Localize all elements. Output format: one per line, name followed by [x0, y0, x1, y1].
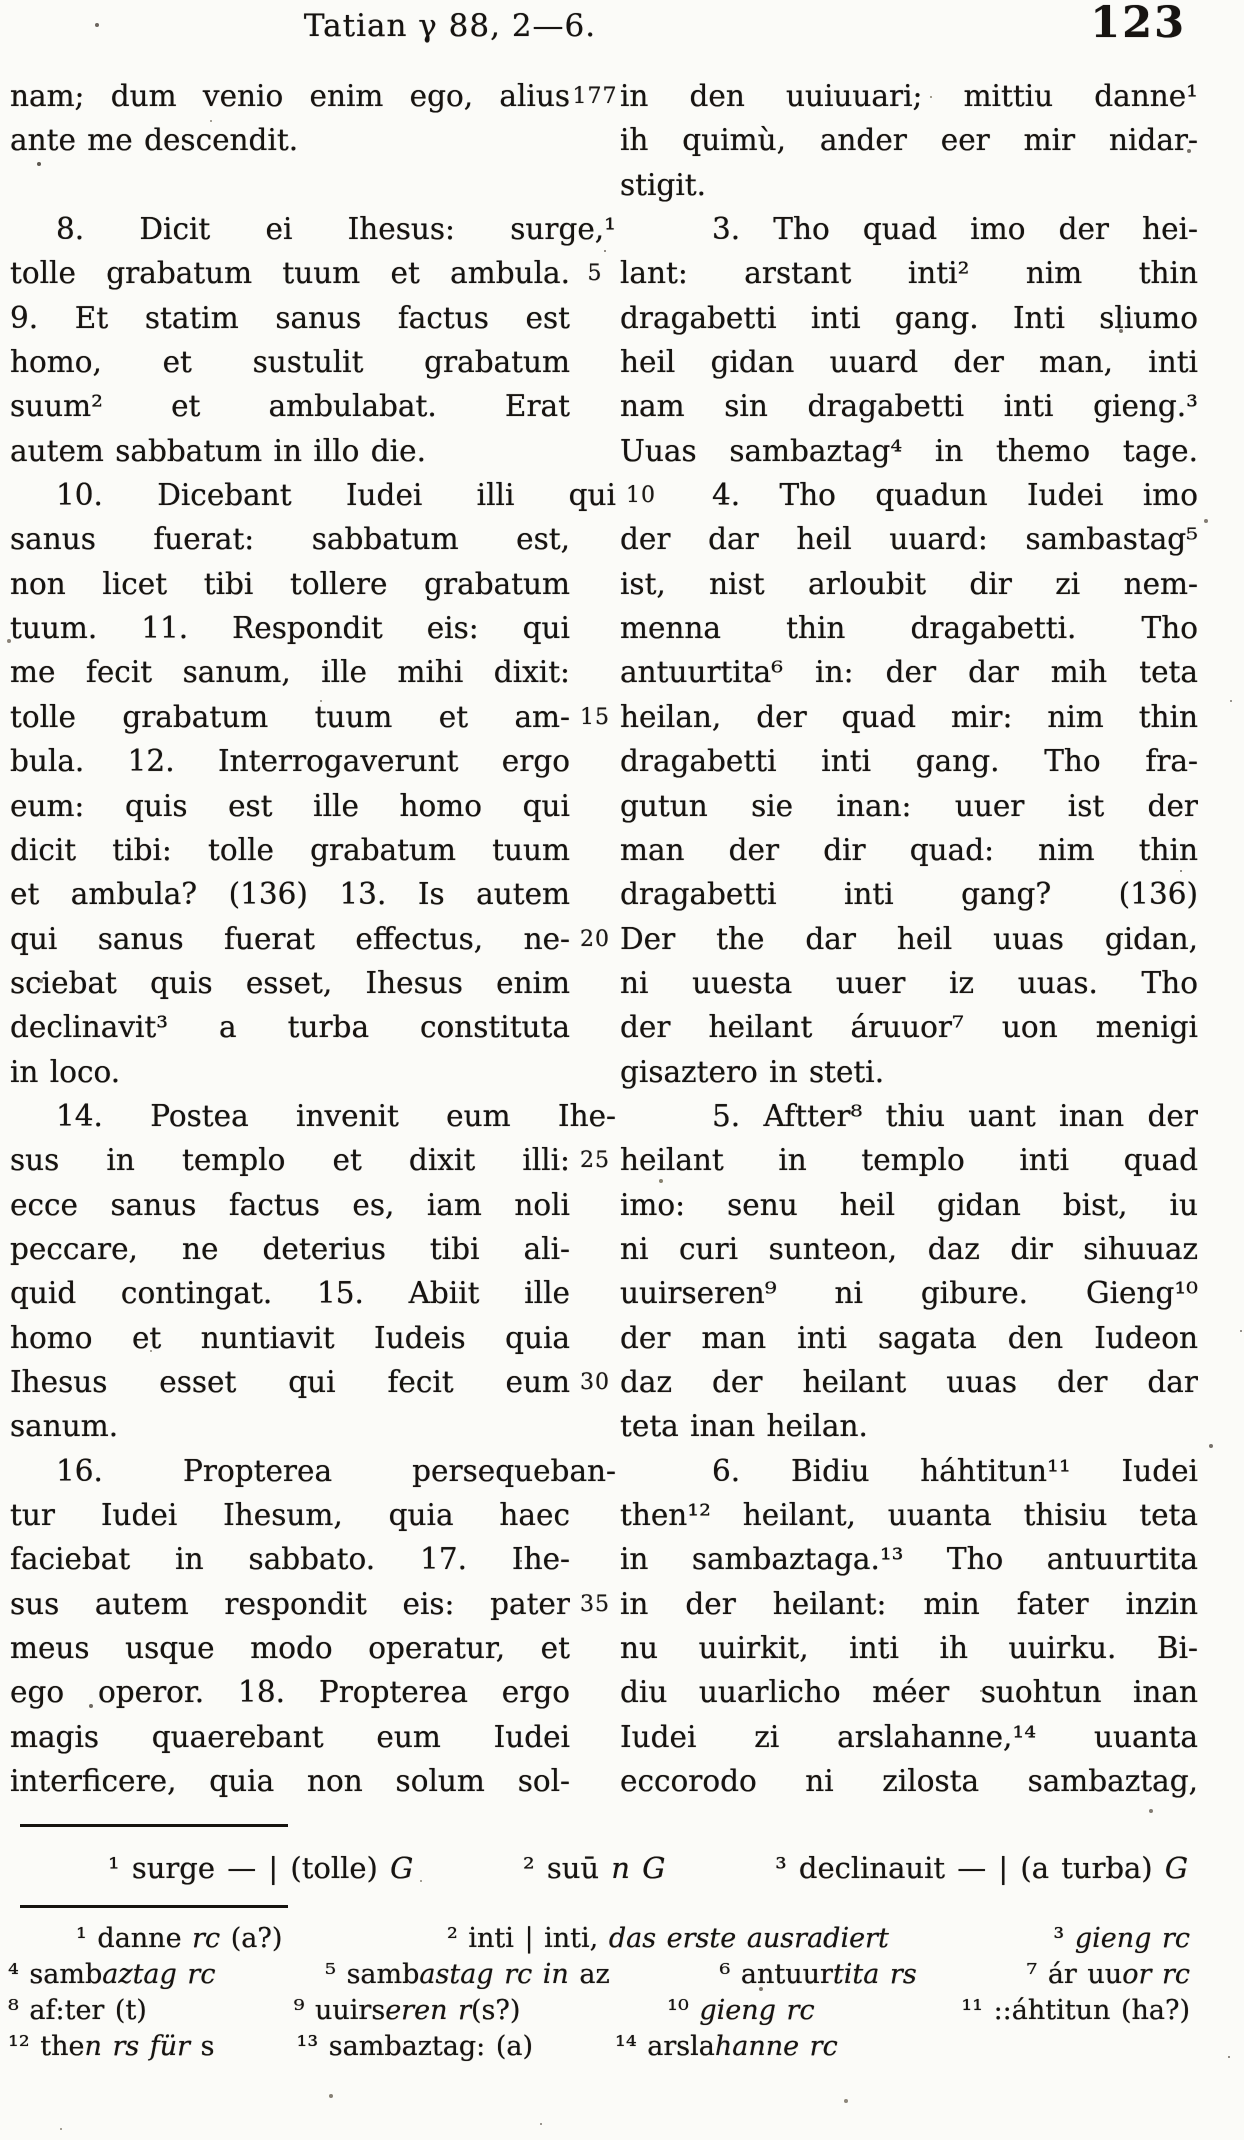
text-line — [10, 429, 1198, 473]
old-high-german-column-line: nam sin dragabetti inti gieng.³ — [620, 389, 1198, 424]
footnote-italic-text: rc — [809, 2031, 838, 2062]
line-number-marker — [570, 1404, 620, 1448]
old-high-german-column-line: gutun sie inan: uuer ist der — [620, 788, 1198, 823]
text-line — [10, 1050, 1198, 1094]
line-number-marker — [570, 606, 620, 650]
text-line — [10, 1759, 1198, 1803]
line-number-marker — [570, 1005, 620, 1049]
old-high-german-column-line: eccorodo ni zilosta sambaztag, — [620, 1764, 1198, 1799]
old-high-german-column-line: teta inan heilan. — [620, 1409, 868, 1444]
old-high-german-column-line: der dar heil uuard: sambastag⁵ — [620, 522, 1198, 557]
old-high-german-column-line: Uuas sambaztag⁴ in themo tage. — [620, 433, 1198, 468]
line-number-marker — [616, 207, 666, 251]
footnote-text: (s?) — [470, 1995, 521, 2026]
line-number-marker: 20 — [580, 926, 610, 952]
text-line — [10, 828, 1198, 872]
text-line — [10, 251, 1198, 295]
latin-column-line: dicit tibi: tolle grabatum tuum — [10, 832, 570, 867]
footnote-italic-text: tita — [832, 1959, 880, 1990]
footnote-italic-text: G — [390, 1851, 414, 1885]
footnote-text — [799, 2031, 810, 2062]
footnote-entry — [961, 1993, 1190, 2029]
text-line — [10, 1449, 1198, 1493]
old-high-german-column-line: dragabetti inti gang. Inti sliumo — [620, 300, 1198, 335]
latin-column-line: 16. Propterea persequeban- — [56, 1453, 616, 1488]
text-line — [10, 340, 1198, 384]
footnote-text: ¹⁰ — [667, 1995, 700, 2026]
text-line — [10, 473, 1198, 517]
text-line — [10, 1582, 1198, 1626]
text-line — [10, 296, 1198, 340]
latin-column-line: 14. Postea invenit eum Ihe- — [56, 1098, 616, 1133]
line-number-marker — [616, 1449, 666, 1493]
old-high-german-column-line: lant: arstant inti² nim thin — [620, 256, 1198, 291]
old-high-german-column-line: ih quimù, ander eer mir nidar- — [620, 123, 1198, 158]
footnote-entry — [76, 1921, 282, 1957]
text-line — [10, 695, 1198, 739]
footnote-text: ¹ danne — [76, 1923, 193, 1954]
latin-column-line: sanus fuerat: sabbatum est, — [10, 522, 570, 557]
footnote-italic-text: rs für — [112, 2031, 191, 2062]
line-number-marker — [570, 1626, 620, 1670]
old-high-german-column-line: der heilant áruuor⁷ uon menigi — [620, 1010, 1198, 1045]
old-high-german-column-line: 3. Tho quad imo der hei- — [712, 212, 1198, 247]
text-line — [10, 650, 1198, 694]
footnote-italic-text: aztag — [102, 1959, 177, 1990]
text-line — [10, 163, 1198, 207]
line-number-marker — [570, 784, 620, 828]
latin-column-line: nam; dum venio enim ego, alius — [10, 79, 570, 113]
latin-column-line: ego operor. 18. Propterea ergo — [10, 1675, 570, 1710]
footnote-italic-text: n — [611, 1851, 630, 1885]
text-line — [10, 1404, 1198, 1448]
footnote-text — [879, 1959, 890, 1990]
footnote-italic-text: rs — [889, 1959, 917, 1990]
old-high-german-column-line: ist, nist arloubit dir zi nem- — [620, 566, 1198, 601]
line-number-marker — [570, 1759, 620, 1803]
footnote-italic-text: gieng rc — [1074, 1923, 1190, 1954]
footnote-line — [8, 1957, 1190, 1993]
text-line — [10, 917, 1198, 961]
text-line — [10, 1715, 1198, 1759]
footnote-text: ⁵ samb — [325, 1959, 420, 1990]
footnote-entry — [667, 1993, 814, 2029]
footnote-entry — [8, 1957, 215, 1993]
footnote-text: ⁴ samb — [8, 1959, 103, 1990]
latin-column-line: tur Iudei Ihesum, quia haec — [10, 1498, 570, 1532]
old-high-german-column-line: gisaztero in steti. — [620, 1054, 885, 1089]
text-line — [10, 1537, 1198, 1581]
latin-column-line: qui sanus fuerat effectus, ne- — [10, 921, 570, 956]
old-high-german-column-line: heilant in templo inti quad — [620, 1143, 1198, 1178]
footnote-text — [102, 2031, 113, 2062]
old-high-german-column-line: uuirseren⁹ ni gibure. Gieng¹⁰ — [620, 1276, 1198, 1311]
footnote-text: ² suū — [522, 1851, 612, 1885]
old-high-german-column-line: ni curi sunteon, daz dir sihuuaz — [620, 1231, 1198, 1266]
old-high-german-column-line: nu uuirkit, inti ih uuirku. Bi- — [620, 1631, 1198, 1666]
latin-column-line: suum² et ambulabat. Erat — [10, 389, 570, 424]
latin-column-line: peccare, ne deterius tibi ali- — [10, 1231, 570, 1266]
text-line — [10, 1626, 1198, 1670]
footnote-separator-upper — [20, 1824, 288, 1827]
line-number-marker — [570, 163, 620, 207]
latin-column-line: declinavit³ a turba constituta — [10, 1010, 570, 1045]
old-high-german-column-line: daz der heilant uuas der dar — [620, 1364, 1198, 1399]
footnote-italic-text: astag — [419, 1959, 494, 1990]
footnote-text: s — [190, 2031, 215, 2062]
latin-column-line: non licet tibi tollere grabatum — [10, 566, 570, 601]
footnote-entry — [8, 1993, 147, 2029]
latin-column-line: sciebat quis esset, Ihesus enim — [10, 965, 570, 1000]
footnote-text: (a?) — [220, 1923, 283, 1954]
footnote-entry — [8, 2029, 215, 2065]
text-line — [10, 207, 1198, 251]
footnote-line — [8, 1993, 1190, 2029]
latin-column-line: sus autem respondit eis: pater — [10, 1586, 570, 1621]
footnote-text: ¹² the — [8, 2031, 85, 2062]
line-number-marker: 35 — [580, 1591, 610, 1617]
line-number-marker — [616, 1094, 666, 1138]
old-high-german-column-line: man der dir quad: nim thin — [620, 832, 1198, 867]
latin-column-line: ecce sanus factus es, iam noli — [10, 1187, 570, 1222]
line-number-marker — [570, 1050, 620, 1094]
page-number: 123 — [1090, 0, 1186, 48]
old-high-german-column-line: then¹² heilant, uuanta thisiu teta — [620, 1498, 1198, 1532]
text-line — [10, 1670, 1198, 1714]
footnote-entry — [719, 1957, 916, 1993]
footnote-text: az — [568, 1959, 610, 1990]
latin-column-line — [10, 163, 570, 207]
footnote-text — [177, 1959, 188, 1990]
footnote-entry — [523, 1849, 665, 1887]
latin-column-line: tolle grabatum tuum et ambula. — [10, 256, 570, 291]
line-number-marker — [570, 1537, 620, 1581]
footnote-entry — [447, 1921, 889, 1957]
old-high-german-column-line: heilan, der quad mir: nim thin — [620, 699, 1198, 734]
footnote-block-variants — [8, 1921, 1190, 2065]
footnote-italic-text: n — [84, 2031, 102, 2062]
footnote-line — [8, 1921, 1190, 1957]
footnote-line — [8, 2029, 1190, 2065]
line-number-marker — [570, 1183, 620, 1227]
text-line — [10, 784, 1198, 828]
text-line — [10, 1360, 1198, 1404]
line-number-marker — [570, 828, 620, 872]
line-number-marker — [570, 1271, 620, 1315]
line-number-marker — [570, 739, 620, 783]
footnote-italic-text: or — [1122, 1959, 1152, 1990]
line-number-marker — [570, 1227, 620, 1271]
text-line — [10, 74, 1198, 118]
latin-column-line: sus in templo et dixit illi: — [10, 1143, 570, 1178]
footnote-text: ¹³ sambaztag: (a) — [296, 2031, 533, 2062]
latin-column-line: meus usque modo operatur, et — [10, 1631, 570, 1666]
old-high-german-column-line: Iudei zi arslahanne,¹⁴ uuanta — [620, 1719, 1198, 1754]
line-number-marker — [570, 650, 620, 694]
line-number-marker — [570, 296, 620, 340]
line-number-marker — [570, 1316, 620, 1360]
footnote-entry — [297, 2029, 533, 2065]
old-high-german-column-line: diu uuarlicho méer suohtun inan — [620, 1675, 1198, 1710]
old-high-german-column-line: heil gidan uuard der man, inti — [620, 345, 1198, 380]
footnote-entry — [325, 1957, 610, 1993]
latin-column-line: bula. 12. Interrogaverunt ergo — [10, 744, 570, 779]
parallel-text-block — [10, 74, 1198, 1803]
latin-column-line: ante me descendit. — [10, 123, 299, 158]
footnote-italic-text: r — [458, 1995, 471, 2026]
footnote-text — [630, 1851, 642, 1885]
latin-column-line: 8. Dicit ei Ihesus: surge,¹ — [56, 212, 616, 247]
text-line — [10, 562, 1198, 606]
footnote-text — [494, 1959, 505, 1990]
line-number-marker — [570, 517, 620, 561]
old-high-german-column-line: 5. Aftter⁸ thiu uant inan der — [712, 1098, 1198, 1133]
old-high-german-column-line: 4. Tho quadun Iudei imo — [712, 478, 1198, 513]
line-number-marker — [570, 1715, 620, 1759]
old-high-german-column-line: dragabetti inti gang. Tho fra- — [620, 744, 1198, 779]
line-number-marker — [570, 1493, 620, 1537]
footnote-text: ³ declinauit — | (a turba) — [775, 1851, 1165, 1885]
footnote-text: ¹¹ ::áhtitun (ha?) — [961, 1995, 1190, 2026]
old-high-german-column-line: Der the dar heil uuas gidan, — [620, 921, 1198, 956]
latin-column-line: in loco. — [10, 1054, 121, 1089]
footnote-italic-text: gieng rc — [699, 1995, 815, 2026]
latin-column-line: magis quaerebant eum Iudei — [10, 1719, 570, 1754]
text-line — [10, 517, 1198, 561]
footnote-italic-text: rc — [1161, 1959, 1190, 1990]
text-line — [10, 1138, 1198, 1182]
old-high-german-column-line: stigit. — [620, 167, 706, 202]
line-number-marker — [570, 1670, 620, 1714]
text-line — [10, 606, 1198, 650]
footnote-italic-text: eren — [385, 1995, 448, 2026]
line-number-marker — [570, 562, 620, 606]
footnote-text — [1151, 1959, 1162, 1990]
old-high-german-column-line: der man inti sagata den Iudeon — [620, 1320, 1198, 1355]
footnote-text: ³ — [1053, 1923, 1075, 1954]
old-high-german-column-line: menna thin dragabetti. Tho — [620, 611, 1198, 646]
footnote-italic-text: G — [642, 1851, 666, 1885]
line-number-marker: 25 — [580, 1148, 610, 1174]
line-number-marker — [570, 872, 620, 916]
footnote-text — [447, 1995, 458, 2026]
latin-column-line: homo et nuntiavit Iudeis quia — [10, 1320, 570, 1355]
footnote-entry — [108, 1849, 413, 1887]
line-number-marker: 30 — [580, 1369, 610, 1395]
footnote-italic-text: rc — [187, 1959, 216, 1990]
footnote-text: ⁸ af:ter (t) — [8, 1995, 147, 2026]
latin-column-line: Ihesus esset qui fecit eum — [10, 1364, 570, 1399]
footnote-entry — [1053, 1921, 1190, 1957]
footnote-text: ⁹ uuirs — [293, 1995, 386, 2026]
latin-column-line: 9. Et statim sanus factus est — [10, 300, 570, 335]
footnote-text: ¹⁴ arsla — [615, 2031, 715, 2062]
text-line — [10, 1005, 1198, 1049]
old-high-german-column-line: in den uuiuuari; mittiu danne¹ — [620, 79, 1198, 113]
footnote-entry — [615, 2029, 838, 2065]
footnote-block-apparatus — [12, 1849, 1188, 1887]
old-high-german-column-line: antuurtita⁶ in: der dar mih teta — [620, 655, 1198, 690]
footnote-text: ⁷ ár uu — [1026, 1959, 1123, 1990]
old-high-german-column-line: in der heilant: min fater inzin — [620, 1586, 1198, 1621]
latin-column-line: autem sabbatum in illo die. — [10, 433, 426, 468]
latin-column-line: sanum. — [10, 1409, 119, 1444]
footnote-entry — [775, 1849, 1188, 1887]
old-high-german-column-line: dragabetti inti gang? (136) — [620, 877, 1198, 912]
footnote-italic-text: G — [1164, 1851, 1188, 1885]
text-line — [10, 118, 1198, 162]
footnote-italic-text: das erste ausradiert — [608, 1923, 889, 1954]
text-line — [10, 739, 1198, 783]
line-number-marker: 15 — [580, 704, 610, 730]
old-high-german-column-line: 6. Bidiu háhtitun¹¹ Iudei — [712, 1453, 1198, 1488]
latin-column-line: tolle grabatum tuum et am- — [10, 699, 570, 734]
latin-column-line: quid contingat. 15. Abiit ille — [10, 1276, 570, 1311]
footnote-separator-lower — [20, 1905, 288, 1908]
text-line — [10, 384, 1198, 428]
footnote-text: ¹ surge — | (tolle) — [108, 1851, 391, 1885]
old-high-german-column-line: ni uuesta uuer iz uuas. Tho — [620, 965, 1198, 1000]
line-number-marker — [570, 384, 620, 428]
old-high-german-column-line: imo: senu heil gidan bist, iu — [620, 1187, 1198, 1222]
footnote-entry — [1026, 1957, 1190, 1993]
footnote-text: ² inti | inti, — [446, 1923, 609, 1954]
text-line — [10, 1271, 1198, 1315]
line-number-marker — [570, 429, 620, 473]
text-line — [10, 1227, 1198, 1271]
old-high-german-column-line: in sambaztaga.¹³ Tho antuurtita — [620, 1542, 1198, 1577]
footnote-italic-text: hanne — [714, 2031, 800, 2062]
footnote-italic-text: rc — [192, 1923, 221, 1954]
text-line — [10, 872, 1198, 916]
text-line — [10, 1316, 1198, 1360]
latin-column-line: homo, et sustulit grabatum — [10, 345, 570, 380]
line-number-marker — [570, 340, 620, 384]
line-number-marker: 5 — [587, 261, 603, 287]
latin-column-line: tuum. 11. Respondit eis: qui — [10, 611, 570, 646]
scan-noise-specks — [0, 0, 2, 2]
footnote-italic-text: rc in — [504, 1959, 569, 1990]
latin-column-line: et ambula? (136) 13. Is autem — [10, 877, 570, 912]
line-number-marker: 10 — [626, 483, 656, 509]
line-number-marker — [570, 961, 620, 1005]
latin-column-line: 10. Dicebant Iudei illi qui — [56, 478, 616, 513]
latin-column-line: faciebat in sabbato. 17. Ihe- — [10, 1542, 570, 1577]
footnote-entry — [294, 1993, 521, 2029]
latin-column-line: me fecit sanum, ille mihi dixit: — [10, 655, 570, 690]
text-line — [10, 1493, 1198, 1537]
text-line — [10, 1183, 1198, 1227]
latin-column-line: interficere, quia non solum sol- — [10, 1764, 570, 1799]
line-number-marker: 177 — [572, 84, 618, 109]
text-line — [10, 1094, 1198, 1138]
latin-column-line: eum: quis est ille homo qui — [10, 788, 570, 823]
text-line — [10, 961, 1198, 1005]
line-number-marker — [570, 118, 620, 162]
running-title: Tatian γ 88, 2—6. — [303, 8, 597, 44]
footnote-text: ⁶ antuur — [719, 1959, 833, 1990]
